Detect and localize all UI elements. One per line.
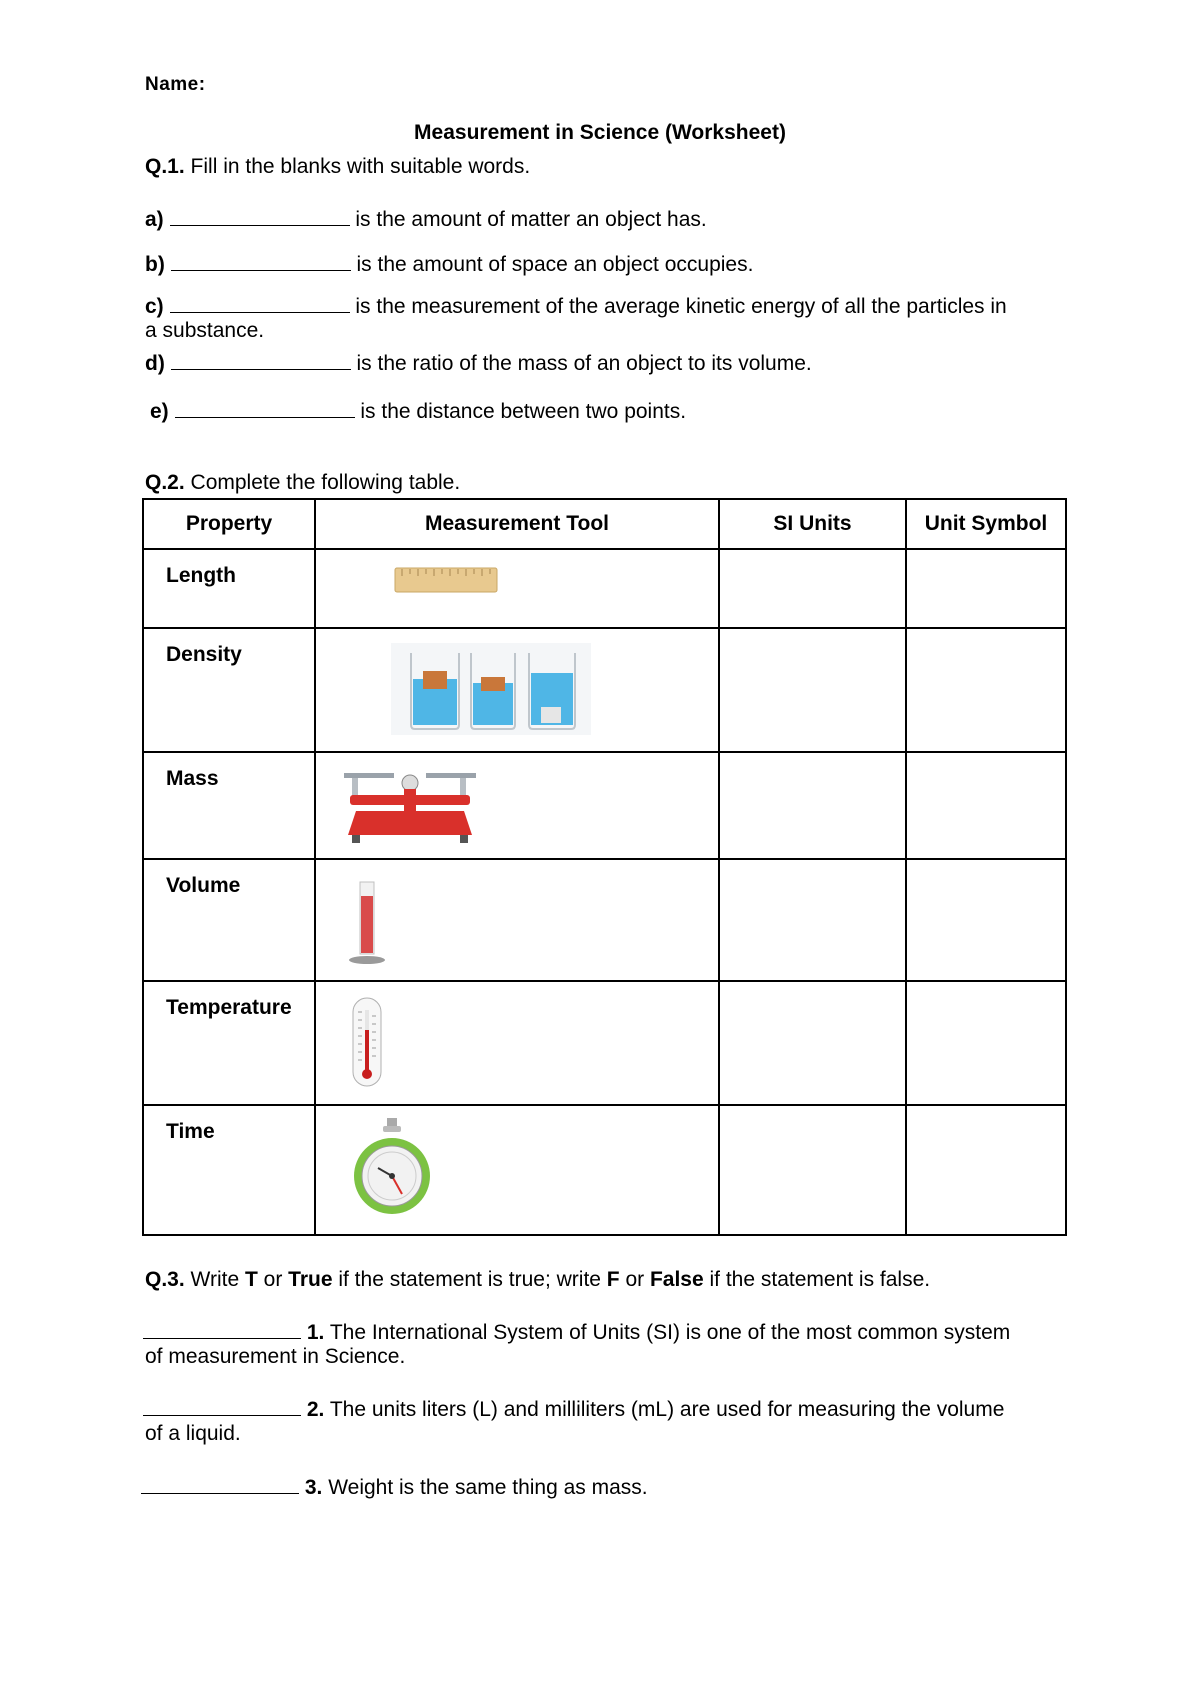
q1-item-c (145, 290, 1007, 319)
q1-instruction: Fill in the blanks with suitable words. (190, 155, 531, 178)
answer-blank[interactable] (175, 395, 355, 418)
property-cell: Volume (143, 859, 315, 981)
si-units-cell[interactable] (719, 752, 906, 859)
item-letter: e) (150, 400, 169, 424)
answer-blank[interactable] (171, 248, 351, 271)
tool-cell (315, 981, 719, 1105)
si-units-cell[interactable] (719, 981, 906, 1105)
q1-item-a (145, 203, 707, 232)
answer-blank[interactable] (170, 290, 350, 313)
item-letter: b) (145, 253, 165, 277)
q3-instruction-part: if the statement is false. (703, 1268, 931, 1291)
property-cell: Density (143, 628, 315, 752)
statement-number: 3. (304, 1476, 323, 1500)
q2-instruction: Complete the following table. (190, 471, 461, 494)
property-cell: Temperature (143, 981, 315, 1105)
tool-cell (315, 549, 719, 628)
answer-blank[interactable] (170, 203, 350, 226)
statement-text: The units liters (L) and milliliters (mL) are used for measuring the volume (329, 1398, 1005, 1422)
unit-symbol-cell[interactable] (906, 981, 1066, 1105)
statement-text: Weight is the same thing as mass. (328, 1476, 648, 1500)
table-row-time (143, 1105, 1066, 1235)
q1-item-c-continued: a substance. (145, 319, 265, 342)
q3-instruction-part: if the statement is true; write (332, 1268, 607, 1291)
item-text: is the amount of space an object occupies. (356, 253, 754, 277)
item-text: is the distance between two points. (360, 400, 687, 424)
q3-number: Q.3. (145, 1268, 185, 1291)
tool-cell (315, 859, 719, 981)
q3-heading (145, 1268, 930, 1292)
q1-heading (145, 155, 530, 179)
answer-blank[interactable] (171, 347, 351, 370)
si-units-cell[interactable] (719, 549, 906, 628)
thermometer-icon (350, 996, 384, 1088)
tool-cell (315, 752, 719, 859)
balance-scale-icon (342, 771, 478, 847)
header-si-units: SI Units (719, 499, 906, 549)
beakers-icon (391, 643, 591, 735)
tool-cell (315, 1105, 719, 1235)
item-text: is the measurement of the average kinetic energy of all the particles in (355, 295, 1007, 319)
item-text: is the ratio of the mass of an object to its volume. (356, 352, 812, 376)
property-cell: Time (143, 1105, 315, 1235)
unit-symbol-cell[interactable] (906, 549, 1066, 628)
q2-number: Q.2. (145, 471, 185, 494)
table-row-temperature (143, 981, 1066, 1105)
header-property: Property (143, 499, 315, 549)
q2-heading (145, 471, 460, 495)
property-cell: Mass (143, 752, 315, 859)
q3-statement-2-continued: of a liquid. (145, 1422, 241, 1445)
table-row-length (143, 549, 1066, 628)
q1-number: Q.1. (145, 155, 185, 178)
statement-number: 1. (306, 1321, 325, 1345)
q3-instruction-t: T (244, 1268, 258, 1291)
answer-blank[interactable] (143, 1316, 301, 1339)
si-units-cell[interactable] (719, 859, 906, 981)
table-row-density (143, 628, 1066, 752)
q3-instruction-part: or (257, 1268, 289, 1291)
property-cell: Length (143, 549, 315, 628)
ruler-icon (394, 567, 498, 593)
table-header-row (143, 499, 1066, 549)
stopwatch-icon (350, 1118, 434, 1218)
si-units-cell[interactable] (719, 628, 906, 752)
q1-item-e (150, 395, 686, 424)
q3-instruction-part: or (619, 1268, 650, 1291)
item-letter: a) (145, 208, 164, 232)
item-letter: c) (145, 295, 164, 319)
header-unit-symbol: Unit Symbol (906, 499, 1066, 549)
statement-text: The International System of Units (SI) is one of the most common system (329, 1321, 1011, 1345)
q3-instruction-false: False (649, 1268, 704, 1291)
q3-instruction-true: True (288, 1268, 333, 1291)
unit-symbol-cell[interactable] (906, 859, 1066, 981)
answer-blank[interactable] (141, 1471, 299, 1494)
q3-instruction-part: Write (190, 1268, 245, 1291)
unit-symbol-cell[interactable] (906, 628, 1066, 752)
q3-instruction-f: F (606, 1268, 620, 1291)
q1-item-d (145, 347, 812, 376)
table-row-volume (143, 859, 1066, 981)
q1-item-b (145, 248, 753, 277)
unit-symbol-cell[interactable] (906, 752, 1066, 859)
measurement-table (142, 498, 1067, 1236)
answer-blank[interactable] (143, 1393, 301, 1416)
q3-statement-3 (141, 1471, 648, 1500)
q3-statement-1-continued: of measurement in Science. (145, 1345, 406, 1368)
tool-cell (315, 628, 719, 752)
unit-symbol-cell[interactable] (906, 1105, 1066, 1235)
item-letter: d) (145, 352, 165, 376)
worksheet-title: Measurement in Science (Worksheet) (414, 121, 786, 144)
header-measurement-tool: Measurement Tool (315, 499, 719, 549)
graduated-cylinder-icon (346, 880, 390, 966)
si-units-cell[interactable] (719, 1105, 906, 1235)
name-label: Name: (145, 74, 206, 95)
statement-number: 2. (306, 1398, 325, 1422)
table-row-mass (143, 752, 1066, 859)
q3-statement-1 (143, 1316, 1010, 1345)
item-text: is the amount of matter an object has. (355, 208, 707, 232)
q3-statement-2 (143, 1393, 1004, 1422)
